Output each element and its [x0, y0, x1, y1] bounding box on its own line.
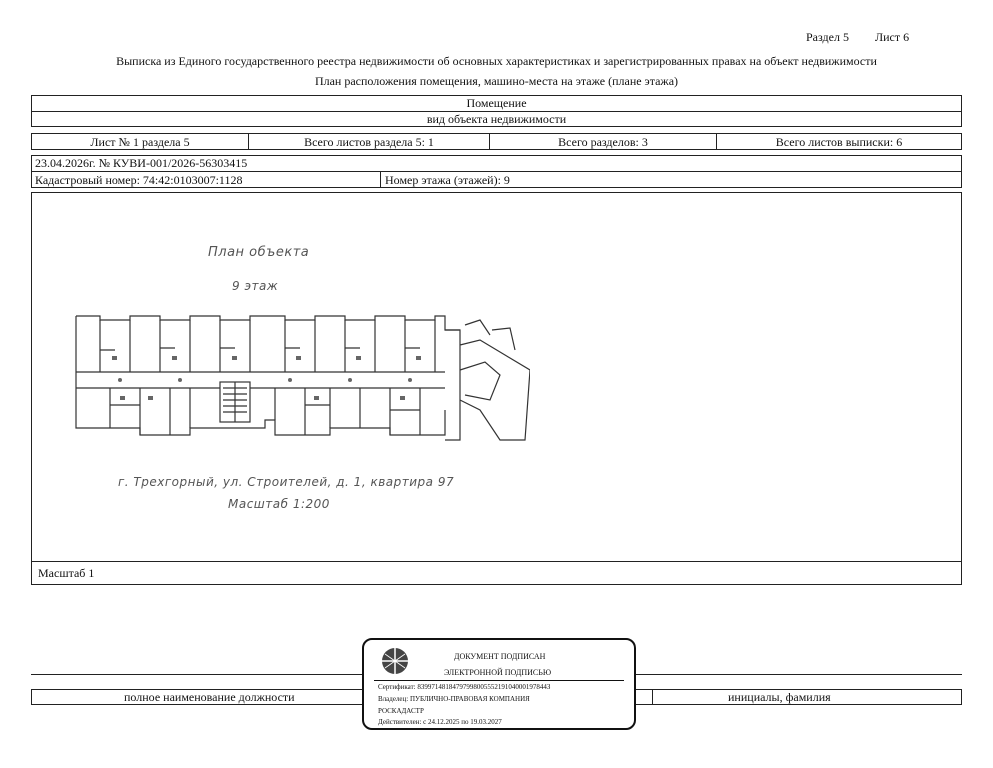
floor-number: Номер этажа (этажей): 9: [385, 173, 510, 187]
cadastral-number: Кадастровый номер: 74:42:0103007:1128: [35, 173, 243, 187]
sheet-label: Лист 6: [874, 30, 910, 44]
section-sheet-label: [806, 30, 909, 45]
plan-scale: Масштаб 1:200: [228, 497, 330, 511]
signed-label: ДОКУМЕНТ ПОДПИСАН: [454, 652, 546, 661]
validity-period: Действителен: с 24.12.2025 по 19.03.2027: [378, 718, 502, 726]
object-name: Помещение: [466, 96, 527, 110]
floor-plan-drawing: [60, 300, 530, 445]
document-title: Выписка из Единого государственного реестра недвижимости об основных характеристиках и зарегистрированных правах на объект недвижимости: [116, 54, 877, 68]
object-kind-label: вид объекта недвижимости: [426, 112, 567, 126]
total-sections: Всего разделов: 3: [558, 135, 648, 149]
owner-line1: Владелец: ПУБЛИЧНО-ПРАВОВАЯ КОМПАНИЯ: [378, 695, 530, 703]
total-sheets-section: Всего листов раздела 5: 1: [304, 135, 434, 149]
cadastral-table: [31, 155, 962, 188]
object-type-table: [31, 95, 962, 127]
scale-footer: Масштаб 1: [38, 566, 95, 580]
document-reference: 23.04.2026г. № КУВИ-001/2026-56303415: [35, 156, 248, 170]
owner-line2: РОСКАДАСТР: [378, 707, 424, 715]
e-signature-label: ЭЛЕКТРОННОЙ ПОДПИСЬЮ: [444, 668, 552, 677]
plan-title: План объекта: [208, 245, 310, 260]
electronic-signature-stamp: [362, 638, 636, 730]
sheets-table: [31, 133, 962, 150]
sheet-number: Лист № 1 раздела 5: [90, 135, 190, 149]
initials-label: инициалы, фамилия: [728, 690, 831, 704]
plan-address: г. Трехгорный, ул. Строителей, д. 1, квартира 97: [118, 475, 455, 489]
section-label: Раздел 5: [806, 30, 849, 44]
plan-floor-label: 9 этаж: [232, 279, 279, 293]
stamp-divider: [374, 680, 624, 681]
document-subtitle: План расположения помещения, машино-места на этаже (плане этажа): [314, 74, 679, 88]
position-label: полное наименование должности: [124, 690, 295, 704]
rosreestr-logo-icon: [378, 646, 412, 676]
total-sheets-extract: Всего листов выписки: 6: [775, 135, 903, 149]
certificate-number: Сертификат: 8399714818479799800555219104000197844З: [378, 683, 551, 691]
